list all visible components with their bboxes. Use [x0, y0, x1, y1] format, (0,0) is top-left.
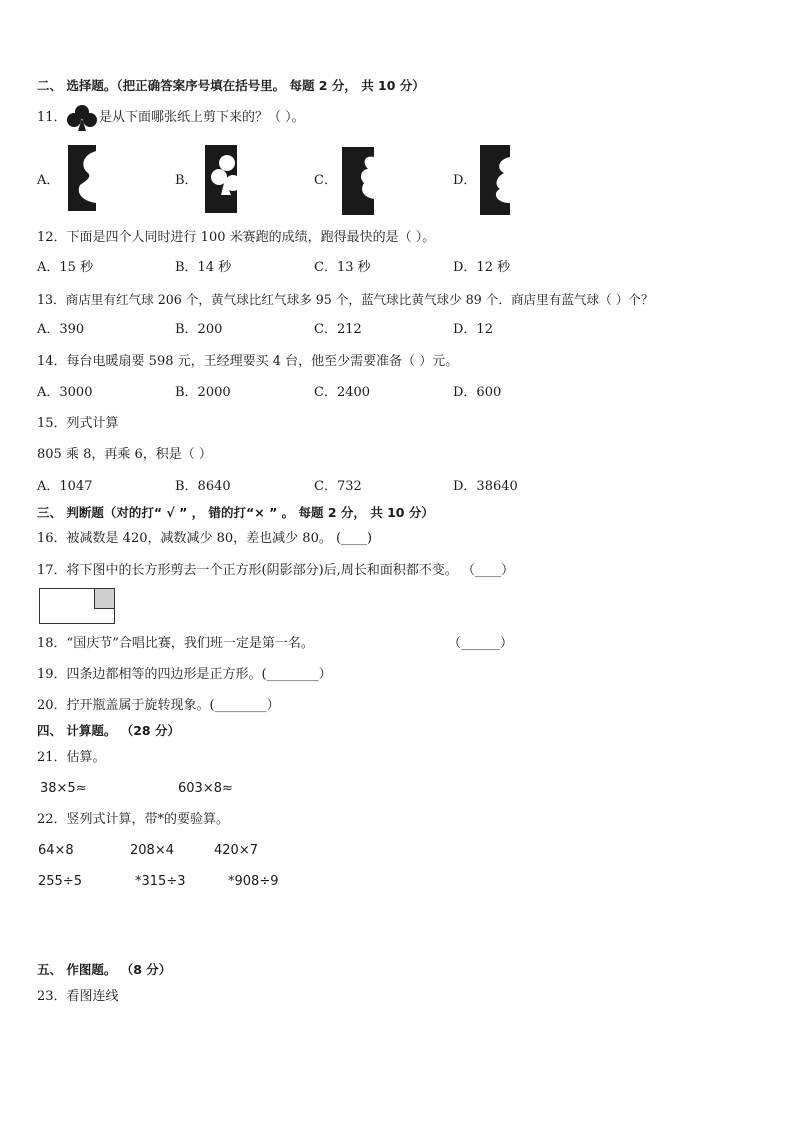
- q21-text: 21．估算。: [37, 750, 106, 765]
- q22-expr-2: 208×4: [130, 843, 174, 858]
- club-icon: [66, 104, 98, 132]
- q22-expr-6: *908÷9: [228, 874, 279, 889]
- q15-option-d: D．38640: [453, 479, 518, 494]
- q13-option-c: C．212: [314, 322, 362, 337]
- section-2-heading: 二、 选择题。（把正确答案序号填在括号里。 每题 2 分， 共 10 分）: [37, 78, 425, 93]
- q13-text: 13．商店里有红气球 206 个，黄气球比红气球多 95 个，蓝气球比黄气球少 89 个．商店里有蓝气球（ ）个？: [37, 292, 654, 307]
- q22-text: 22．竖列式计算，带*的要验算。: [37, 812, 230, 827]
- q11-option-b-shape: [205, 145, 237, 213]
- q14-option-d: D．600: [453, 385, 502, 400]
- q22-expr-3: 420×7: [214, 843, 258, 858]
- q15-text: 15．列式计算: [37, 416, 119, 431]
- q12-option-a: A．15 秒: [37, 260, 94, 275]
- q14-option-a: A．3000: [37, 385, 93, 400]
- q15-option-c: C．732: [314, 479, 362, 494]
- section-4-heading: 四、 计算题。 （28 分）: [37, 723, 180, 738]
- q17-text: 17．将下图中的长方形剪去一个正方形(阴影部分)后,周长和面积都不变。 （____）: [37, 563, 514, 578]
- q22-expr-5: *315÷3: [135, 874, 186, 889]
- q11-text: 是从下面哪张纸上剪下来的？（ ）。: [99, 110, 305, 125]
- q13-option-b: B．200: [175, 322, 223, 337]
- q11-number: 11．: [37, 110, 67, 125]
- q12-option-c: C．13 秒: [314, 260, 371, 275]
- q12-option-d: D．12 秒: [453, 260, 511, 275]
- section-3-heading: 三、 判断题（对的打“ √ ” ， 错的打“× ” 。 每题 2 分， 共 10 分）: [37, 505, 434, 520]
- q14-option-c: C．2400: [314, 385, 371, 400]
- section-5-heading: 五、 作图题。 （8 分）: [37, 962, 172, 977]
- q18-blank: （______）: [448, 636, 514, 651]
- q12-option-b: B．14 秒: [175, 260, 232, 275]
- q15-option-b: B．8640: [175, 479, 231, 494]
- q13-option-a: A．390: [37, 322, 85, 337]
- q11-option-b-label: B．: [175, 173, 198, 188]
- q11-option-a-shape: [68, 145, 98, 211]
- q11-option-d-label: D．: [453, 173, 477, 188]
- q11-option-c-shape: [342, 147, 374, 215]
- q22-expr-1: 64×8: [38, 843, 74, 858]
- q17-shaded-square: [94, 589, 114, 609]
- q14-text: 14．每台电暖扇要 598 元，王经理要买 4 台，他至少需要准备（ ）元。: [37, 354, 459, 369]
- q20-text: 20．拧开瓶盖属于旋转现象。(________）: [37, 698, 280, 713]
- q11-option-a-label: A．: [37, 173, 60, 188]
- q11-option-d-shape: [480, 145, 510, 215]
- q22-expr-4: 255÷5: [38, 874, 82, 889]
- q18-text: 18．“国庆节”合唱比赛，我们班一定是第一名。: [37, 636, 314, 651]
- q12-text: 12．下面是四个人同时进行 100 米赛跑的成绩，跑得最快的是（ ）。: [37, 230, 436, 245]
- q21-expr-2: 603×8≈: [178, 781, 233, 796]
- q16-text: 16．被减数是 420，减数减少 80，差也减少 80。 (____): [37, 531, 373, 546]
- q11-option-c-label: C．: [314, 173, 337, 188]
- q19-text: 19．四条边都相等的四边形是正方形。(________）: [37, 667, 332, 682]
- q14-option-b: B．2000: [175, 385, 231, 400]
- q23-text: 23．看图连线: [37, 989, 119, 1004]
- q15-sub: 805 乘 8，再乘 6，积是（ ）: [37, 447, 212, 462]
- q17-rectangle-figure: [39, 588, 115, 624]
- q13-option-d: D．12: [453, 322, 493, 337]
- q21-expr-1: 38×5≈: [40, 781, 87, 796]
- q15-option-a: A．1047: [37, 479, 93, 494]
